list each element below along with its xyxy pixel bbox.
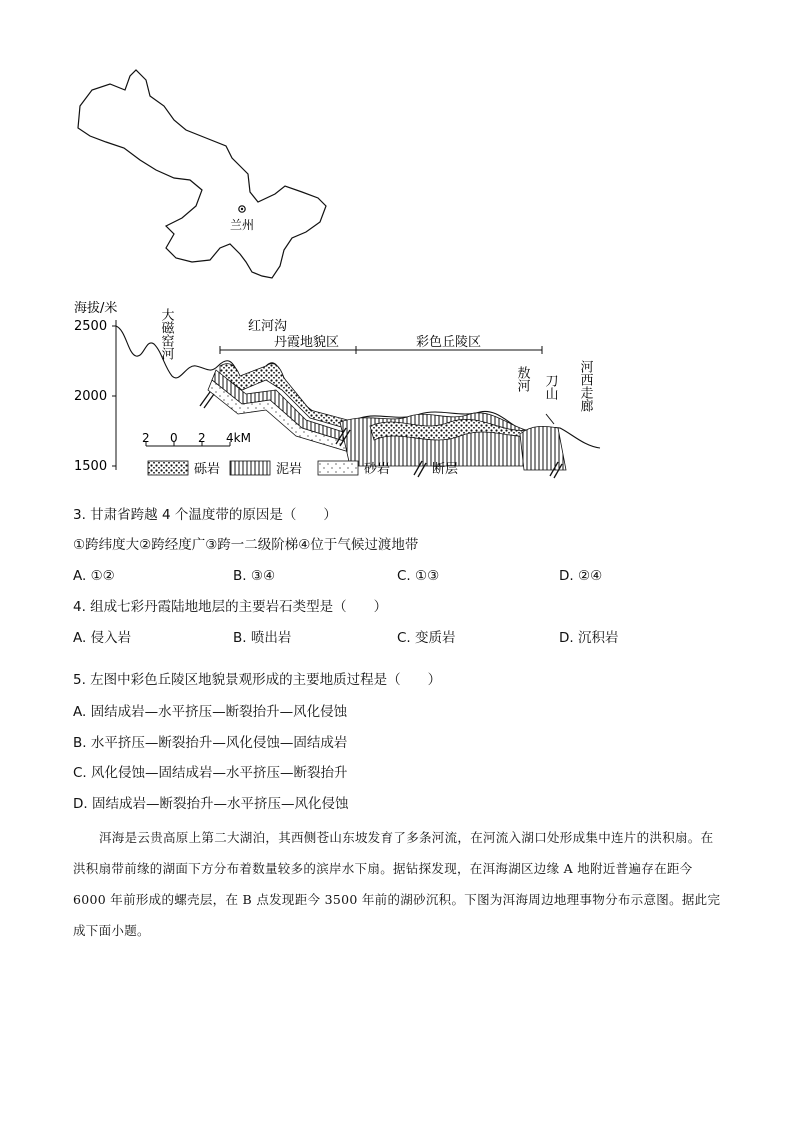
- question-4-stem: 4. 组成七彩丹霞陆地地层的主要岩石类型是（ ）: [73, 599, 388, 615]
- fault-left: [200, 392, 214, 408]
- question-4-option-c[interactable]: C. 变质岩: [397, 630, 456, 646]
- strata-right-block: [520, 426, 566, 470]
- question-4-option-a[interactable]: A. 侵入岩: [73, 630, 132, 646]
- question-5-option-a[interactable]: A. 固结成岩—水平挤压—断裂抬升—风化侵蚀: [73, 704, 348, 720]
- label-daoshan: 刀山: [542, 374, 558, 400]
- reading-passage: 洱海是云贵高原上第二大湖泊，其西侧苍山东坡发育了多条河流，在河流入湖口处形成集中连片的洪积扇。在洪积扇带前缘的湖面下方分布着数量较多的滨岸水下扇。据钻探发现，在洱海湖区边缘 A 地附近普遍存在距今 6000 年前形成的螺壳层，在 B 点发现距今 3500 年前的湖砂沉积。下图为洱海周边地理事物分布示意图。据此完成下面小题。: [73, 830, 721, 938]
- y-tick-1500: 1500: [74, 459, 108, 474]
- question-5-option-c[interactable]: C. 风化侵蚀—固结成岩—水平挤压—断裂抬升: [73, 765, 348, 781]
- label-honghegou: 红河沟: [248, 319, 288, 334]
- question-3-stem: 3. 甘肃省跨越 4 个温度带的原因是（ ）: [73, 507, 337, 523]
- legend-label-conglomerate: 砾岩: [194, 462, 221, 477]
- y-axis-label: 海拔/米: [74, 301, 118, 316]
- gansu-outline: [78, 70, 326, 278]
- svg-text:2: 2: [142, 431, 150, 445]
- scale-bar: [142, 431, 251, 446]
- question-3-option-a[interactable]: A. ①②: [73, 568, 115, 584]
- y-tick-2000: 2000: [74, 389, 108, 404]
- question-3-option-d[interactable]: D. ②④: [559, 568, 603, 584]
- label-dacigou: 大磁窑河: [158, 308, 174, 360]
- legend-label-mudstone: 泥岩: [276, 462, 303, 477]
- legend-label-sandstone: 砂岩: [364, 462, 391, 477]
- question-5-option-b[interactable]: B. 水平挤压—断裂抬升—风化侵蚀—固结成岩: [73, 735, 348, 751]
- label-hexi: 河西走廊: [577, 360, 593, 412]
- sandstone-pattern: [318, 461, 358, 475]
- mudstone-pattern: [230, 461, 270, 475]
- svg-text:0: 0: [170, 431, 178, 445]
- geologic-profile: [70, 294, 610, 490]
- question-3-option-c[interactable]: C. ①③: [397, 568, 440, 584]
- y-tick-2500: 2500: [74, 319, 108, 334]
- question-5-stem: 5. 左图中彩色丘陵区地貌景观形成的主要地质过程是（ ）: [73, 672, 442, 688]
- lanzhou-label: 兰州: [230, 218, 255, 232]
- label-aohe: 敖河: [514, 366, 530, 392]
- svg-text:4kM: 4kM: [226, 431, 251, 445]
- question-4-option-d[interactable]: D. 沉积岩: [559, 630, 619, 646]
- question-3-statements: ①跨纬度大②跨经度广③跨一二级阶梯④位于气候过渡地带: [73, 537, 419, 553]
- conglomerate-pattern: [148, 461, 188, 475]
- label-caise-zone: 彩色丘陵区: [416, 335, 482, 350]
- question-4-option-b[interactable]: B. 喷出岩: [233, 630, 292, 646]
- label-danxia-zone: 丹霞地貌区: [274, 335, 340, 350]
- legend-label-fault: 断层: [432, 462, 459, 477]
- question-3-option-b[interactable]: B. ③④: [233, 568, 276, 584]
- gansu-map: [70, 66, 340, 286]
- question-5-option-d[interactable]: D. 固结成岩—断裂抬升—水平挤压—风化侵蚀: [73, 796, 349, 812]
- svg-text:2: 2: [198, 431, 206, 445]
